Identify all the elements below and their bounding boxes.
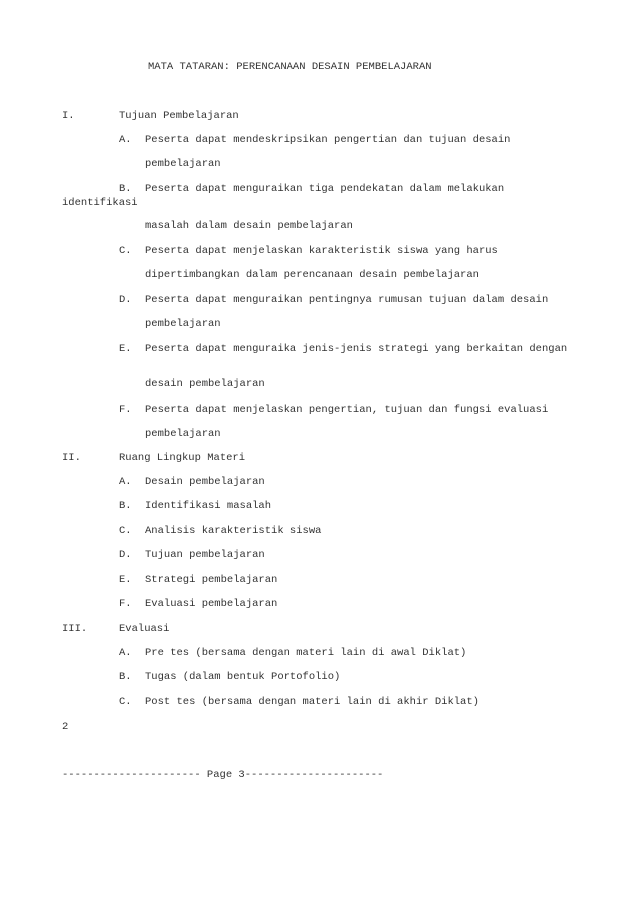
section-heading: Tujuan Pembelajaran: [119, 110, 239, 122]
item-text: Tujuan pembelajaran: [145, 549, 265, 561]
item-text-continued: pembelajaran: [145, 318, 221, 330]
item-text: Peserta dapat menguraika jenis-jenis strategi yang berkaitan dengan: [145, 343, 568, 355]
item-text: Identifikasi masalah: [145, 500, 272, 512]
section-number: II.: [62, 452, 81, 464]
item-letter: E.: [119, 574, 132, 586]
item-letter: F.: [119, 598, 132, 610]
item-letter: C.: [119, 525, 132, 537]
page-number: 2: [62, 721, 69, 733]
item-text-continued: masalah dalam desain pembelajaran: [145, 220, 353, 232]
item-text: Peserta dapat menjelaskan karakteristik siswa yang harus: [145, 245, 498, 257]
item-text: Peserta dapat mendeskripsikan pengertian dan tujuan desain: [145, 134, 511, 146]
item-text: Peserta dapat menjelaskan pengertian, tujuan dan fungsi evaluasi: [145, 404, 549, 416]
item-text-continued: pembelajaran: [145, 158, 221, 170]
item-letter: A.: [119, 647, 132, 659]
section-number: I.: [62, 110, 75, 122]
item-text: Analisis karakteristik siswa: [145, 525, 322, 537]
item-text: Desain pembelajaran: [145, 476, 265, 488]
item-letter: B.: [119, 183, 132, 195]
item-letter: D.: [119, 294, 132, 306]
item-text-continued: dipertimbangkan dalam perencanaan desain pembelajaran: [145, 269, 479, 281]
item-letter: E.: [119, 343, 132, 355]
item-letter: B.: [119, 500, 132, 512]
item-text: Peserta dapat menguraikan pentingnya rumusan tujuan dalam desain: [145, 294, 549, 306]
item-letter: D.: [119, 549, 132, 561]
item-letter: A.: [119, 476, 132, 488]
item-text-wrap: identifikasi: [62, 197, 138, 209]
section-heading: Ruang Lingkup Materi: [119, 452, 246, 464]
section-heading: Evaluasi: [119, 623, 170, 635]
item-text: Pre tes (bersama dengan materi lain di awal Diklat): [145, 647, 467, 659]
item-text: Evaluasi pembelajaran: [145, 598, 278, 610]
section-number: III.: [62, 623, 88, 635]
item-text: Post tes (bersama dengan materi lain di akhir Diklat): [145, 696, 479, 708]
item-letter: A.: [119, 134, 132, 146]
item-letter: F.: [119, 404, 132, 416]
item-letter: C.: [119, 245, 132, 257]
item-text: Tugas (dalam bentuk Portofolio): [145, 671, 341, 683]
item-text: Strategi pembelajaran: [145, 574, 278, 586]
item-letter: B.: [119, 671, 132, 683]
document-title: MATA TATARAN: PERENCANAAN DESAIN PEMBELAJARAN: [148, 61, 432, 73]
item-letter: C.: [119, 696, 132, 708]
page-separator: ---------------------- Page 3----------------------: [62, 769, 384, 781]
item-text-continued: pembelajaran: [145, 428, 221, 440]
item-text: Peserta dapat menguraikan tiga pendekatan dalam melakukan: [145, 183, 505, 195]
item-text-continued: desain pembelajaran: [145, 378, 265, 390]
